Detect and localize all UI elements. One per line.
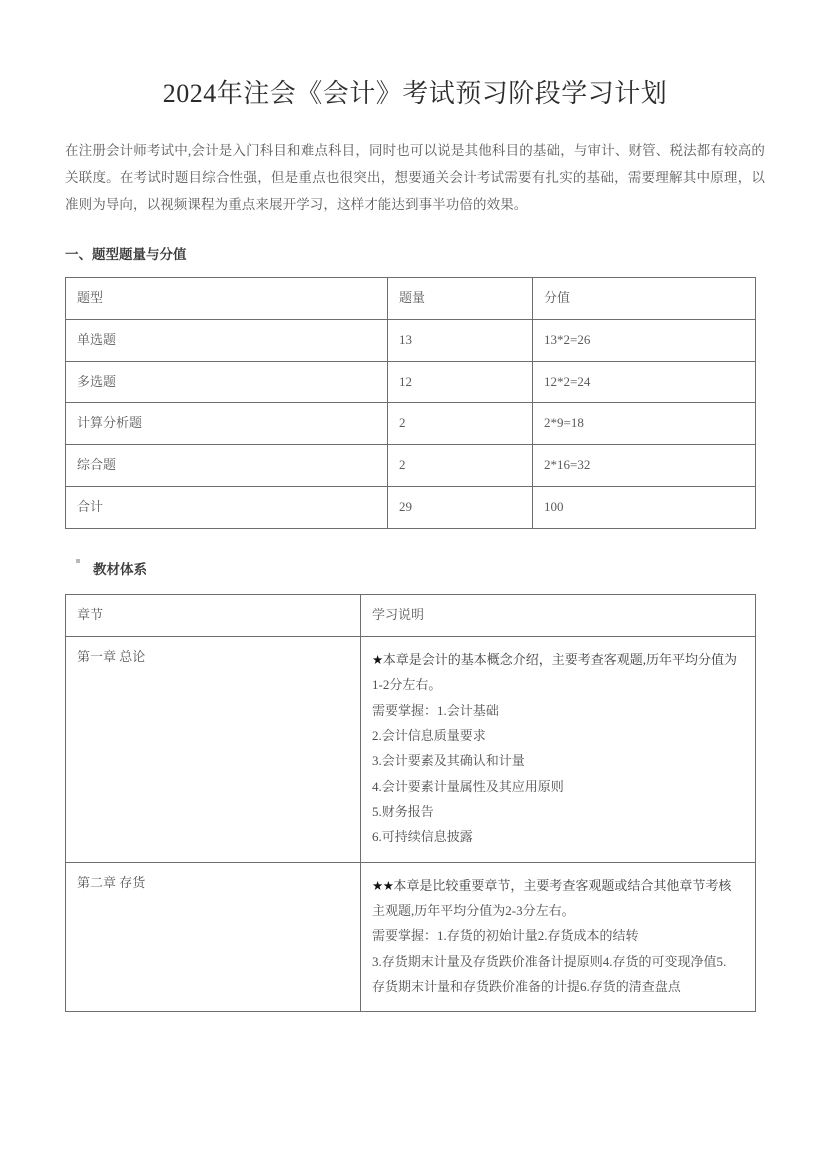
- square-bullet-icon: [76, 559, 80, 563]
- desc-line: 主观题,历年平均分值为2-3分左右。: [372, 903, 575, 919]
- table-row: [66, 319, 756, 361]
- cell-study-notes: [361, 862, 756, 1012]
- desc-line: ★本章是会计的基本概念介绍，主要考查客观题,历年平均分值为: [372, 651, 737, 667]
- cell-question-count: 29: [388, 486, 533, 528]
- table-row: [66, 636, 756, 862]
- table-header-row: [66, 595, 756, 637]
- star-rating-icon: ★: [372, 652, 383, 667]
- table-row-total: [66, 486, 756, 528]
- cell-question-count: 12: [388, 361, 533, 403]
- star-rating-icon: ★★: [372, 878, 394, 893]
- column-header-score: 分值: [533, 278, 756, 320]
- cell-score: 13*2=26: [533, 319, 756, 361]
- desc-line: 2.会计信息质量要求: [372, 728, 486, 743]
- cell-study-notes: [361, 636, 756, 862]
- chapters-table: [65, 594, 756, 1012]
- desc-line: 3.会计要素及其确认和计量: [372, 753, 525, 769]
- desc-line: 4.会计要素计量属性及其应用原则: [372, 778, 564, 794]
- cell-question-count: 13: [388, 319, 533, 361]
- question-types-table: [65, 277, 756, 529]
- cell-question-count: 2: [388, 403, 533, 445]
- cell-chapter-name: 第二章 存货: [66, 862, 361, 1012]
- column-header-chapter: 章节: [66, 595, 361, 637]
- section-heading-textbook-label: 教材体系: [93, 561, 147, 577]
- desc-line: 存货期末计量和存货跌价准备的计提6.存货的清查盘点: [372, 979, 681, 995]
- table-row: [66, 445, 756, 487]
- cell-question-type: 计算分析题: [66, 403, 388, 445]
- cell-question-type: 单选题: [66, 319, 388, 361]
- section-heading-textbook: [65, 529, 765, 595]
- page-title: 2024年注会《会计》考试预习阶段学习计划: [162, 79, 668, 108]
- desc-line: 1-2分左右。: [372, 677, 442, 693]
- cell-score: 100: [533, 486, 756, 528]
- cell-score: 12*2=24: [533, 361, 756, 403]
- intro-paragraph: 在注册会计师考试中,会计是入门科目和难点科目，同时也可以说是其他科目的基础，与审计、财管、税法都有较高的关联度。在考试时题目综合性强，但是重点也很突出，想要通关会计考试需要有扎实的基础，需要理解其中原理，以准则为导向，以视频课程为重点来展开学习，这样才能达到事半功倍的效果。: [65, 142, 765, 212]
- column-header-question-count: 题量: [388, 278, 533, 320]
- table-row: [66, 862, 756, 1012]
- cell-score: 2*16=32: [533, 445, 756, 487]
- cell-score: 2*9=18: [533, 403, 756, 445]
- column-header-question-type: 题型: [66, 278, 388, 320]
- desc-line: 6.可持续信息披露: [372, 829, 473, 845]
- table-header-row: [66, 278, 756, 320]
- desc-line: 5.财务报告: [372, 804, 434, 820]
- cell-question-count: 2: [388, 445, 533, 487]
- cell-chapter-name: 第一章 总论: [66, 636, 361, 862]
- cell-question-type: 综合题: [66, 445, 388, 487]
- cell-question-type: 多选题: [66, 361, 388, 403]
- table-row: [66, 361, 756, 403]
- desc-line: 需要掌握：1.存货的初始计量2.存货成本的结转: [372, 928, 639, 944]
- desc-line: 3.存货期末计量及存货跌价准备计提原则4.存货的可变现净值5.: [372, 953, 727, 969]
- cell-question-type: 合计: [66, 486, 388, 528]
- table-row: [66, 403, 756, 445]
- column-header-study-notes: 学习说明: [361, 595, 756, 637]
- section-heading-scores: 一、题型题量与分值: [65, 246, 187, 262]
- desc-line: 需要掌握：1.会计基础: [372, 702, 499, 718]
- desc-line: ★★本章是比较重要章节，主要考查客观题或结合其他章节考核: [372, 877, 732, 893]
